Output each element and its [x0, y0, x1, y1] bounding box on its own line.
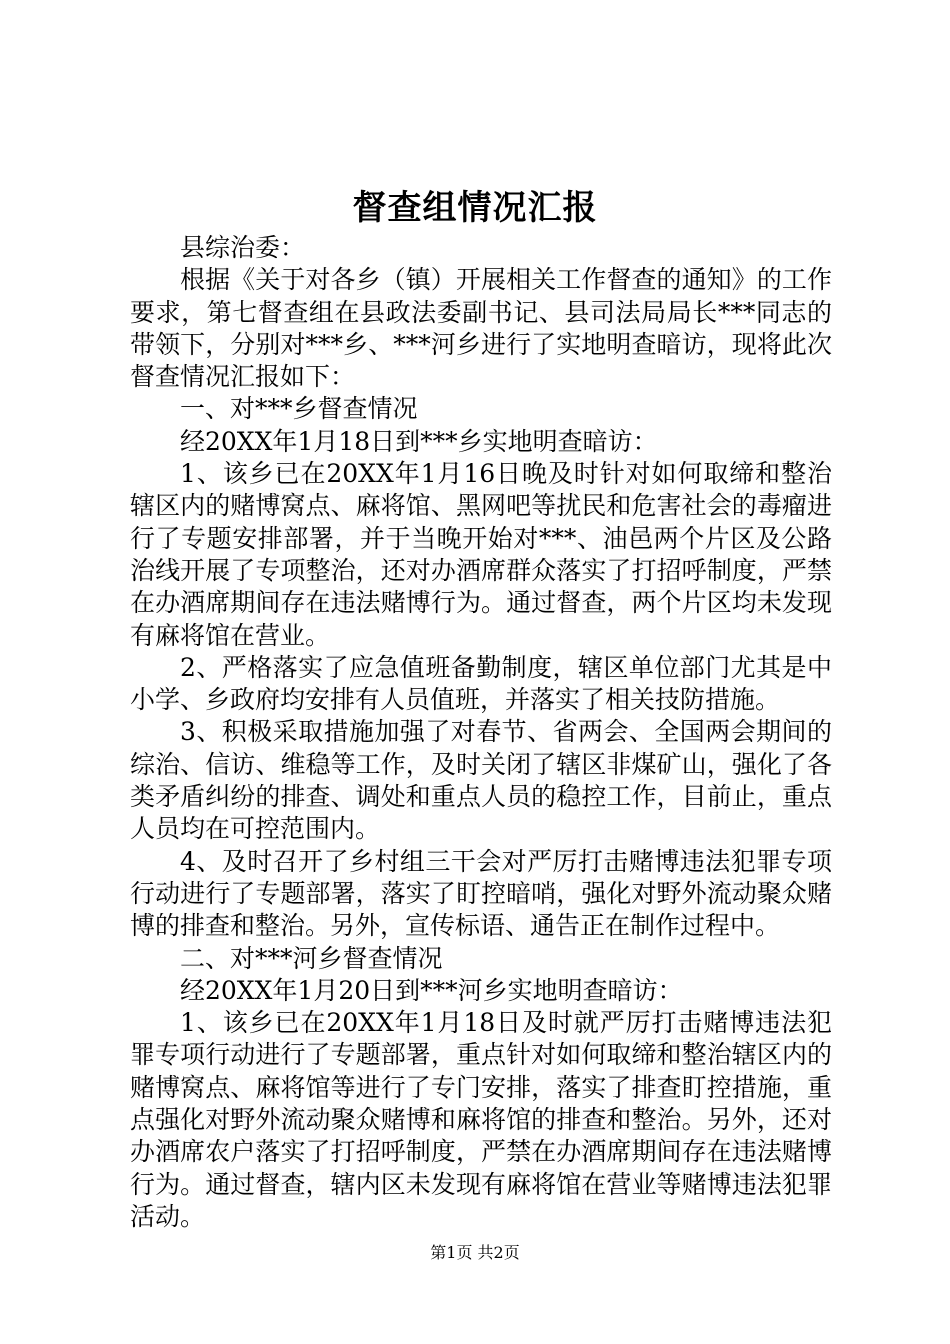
- document-body: [130, 232, 832, 1233]
- section-1-item-2: 2、严格落实了应急值班备勤制度，辖区单位部门尤其是中小学、乡政府均安排有人员值班，并落实了相关技防措施。: [130, 652, 832, 715]
- page-number-footer: 第1页 共2页: [430, 1243, 520, 1262]
- section-1-item-3: 3、积极采取措施加强了对春节、省两会、全国两会期间的综治、信访、维稳等工作，及时关闭了辖区非煤矿山，强化了各类矛盾纠纷的排查、调处和重点人员的稳控工作，目前止，重点人员均在可控范围内。: [130, 717, 832, 844]
- section-1-visit-date: 经20XX年1月18日到***乡实地明查暗访：: [180, 426, 658, 456]
- section-heading-2: 二、对***河乡督查情况: [180, 943, 443, 973]
- salutation: 县综治委：: [180, 233, 306, 262]
- section-heading-1: 一、对***乡督查情况: [180, 394, 418, 424]
- document-title: 督查组情况汇报: [352, 188, 598, 228]
- section-1-item-1: 1、该乡已在20XX年1月16日晚及时针对如何取缔和整治辖区内的赌博窝点、麻将馆、黑网吧等扰民和危害社会的毒瘤进行了专题安排部署，并于当晚开始对***、油邑两个片区及公路治线开展了专项整治，还对办酒席群众落实了打招呼制度，严禁在办酒席期间存在违法赌博行为。通过督查，两个片区均未发现有麻将馆在营业。: [130, 459, 832, 650]
- section-1-item-4: 4、及时召开了乡村组三干会对严厉打击赌博违法犯罪专项行动进行了专题部署，落实了盯控暗哨，强化对野外流动聚众赌博的排查和整治。另外，宣传标语、通告正在制作过程中。: [130, 846, 832, 941]
- section-2-item-1: 1、该乡已在20XX年1月18日及时就严厉打击赌博违法犯罪专项行动进行了专题部署，重点针对如何取缔和整治辖区内的赌博窝点、麻将馆等进行了专门安排，落实了排查盯控措施，重点强化对野外流动聚众赌博和麻将馆的排查和整治。另外，还对办酒席农户落实了打招呼制度，严禁在办酒席期间存在违法赌博行为。通过督查，辖内区未发现有麻将馆在营业等赌博违法犯罪活动。: [130, 1008, 832, 1231]
- intro-paragraph: 根据《关于对各乡（镇）开展相关工作督查的通知》的工作要求，第七督查组在县政法委副书记、县司法局局长***同志的带领下，分别对***乡、***河乡进行了实地明查暗访，现将此次督查情况汇报如下：: [130, 265, 832, 392]
- section-2-visit-date: 经20XX年1月20日到***河乡实地明查暗访：: [180, 975, 683, 1005]
